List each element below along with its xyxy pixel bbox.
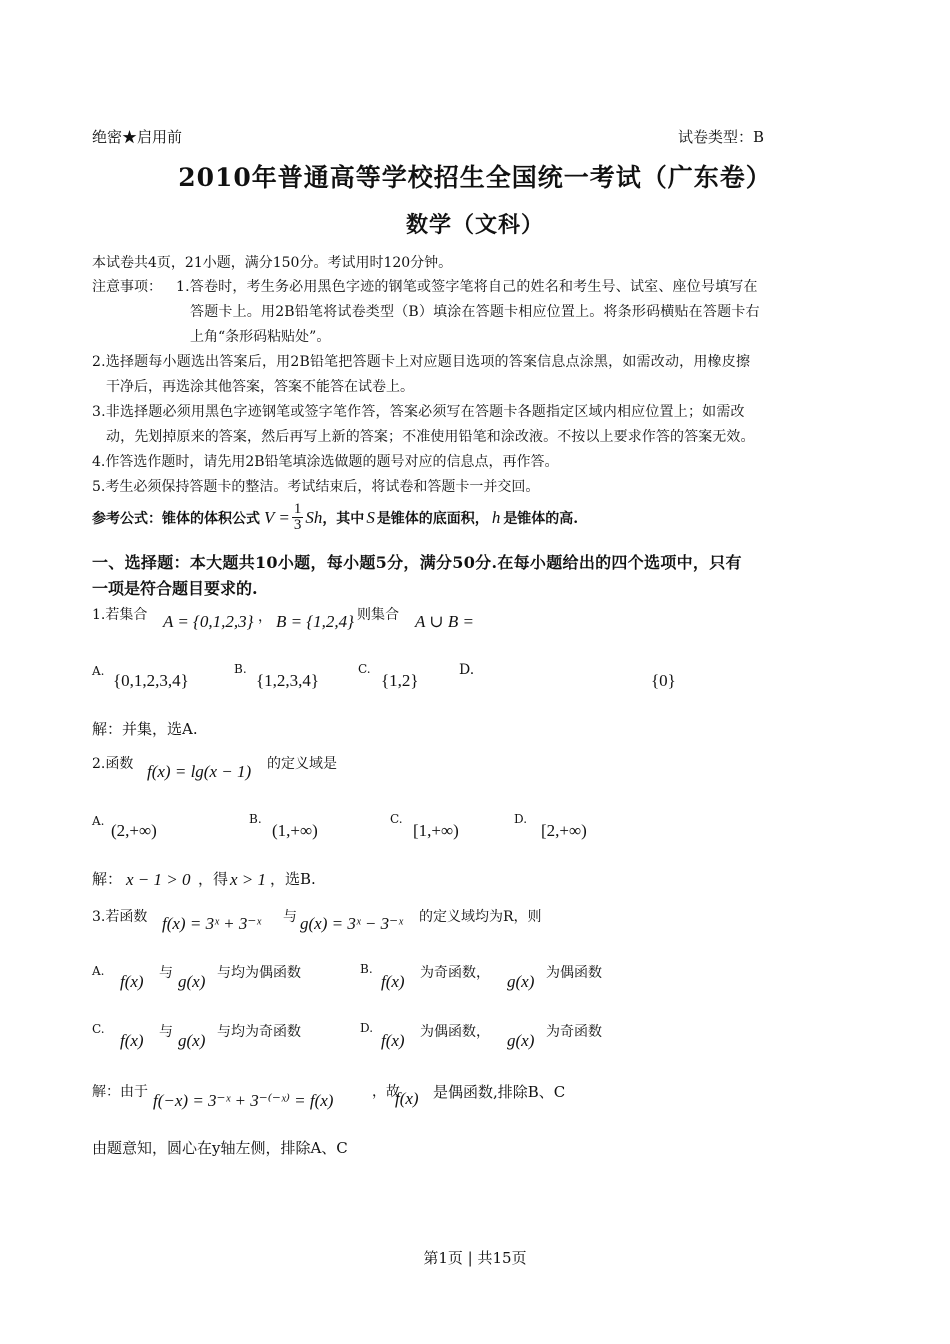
q3-solution-equation: f(−x) = 3⁻ˣ + 3⁻⁽⁻ˣ⁾ = f(x) — [153, 1091, 334, 1110]
q3-option-a-tail: 与均为偶函数 — [217, 965, 301, 981]
q1-option-c-label: C. — [358, 662, 371, 676]
notes-label: 注意事项： — [92, 279, 162, 295]
q3-g-definition: g(x) = 3ˣ − 3⁻ˣ — [300, 914, 403, 933]
page-footer: 第1页 | 共15页 — [423, 1249, 527, 1267]
q2-stem-prefix: 2.函数 — [92, 756, 134, 772]
q3-option-c-fx: f(x) — [120, 1031, 144, 1050]
q3-option-a-label: A. — [92, 964, 105, 978]
q1-set-b: B = {1,2,4} — [276, 612, 354, 631]
paper-type: 试卷类型：B — [678, 128, 765, 146]
exam-title: 2010年普通高等学校招生全国统一考试（广东卷） — [178, 163, 772, 192]
q1-stem-prefix: 1.若集合 — [92, 607, 148, 623]
q3-option-c-and: 与 — [159, 1024, 173, 1040]
section1-line2: 一项是符合题目要求的. — [92, 579, 258, 598]
formula-h-desc: 是锥体的高. — [503, 510, 579, 527]
formula-h: h — [491, 507, 501, 527]
note-1-line1: 1.答卷时，考生务必用黑色字迹的钢笔或签字笔将自己的姓名和考生号、试室、座位号填写在 — [176, 279, 758, 295]
q2-option-d: [2,+∞) — [541, 821, 587, 840]
formula-fraction — [292, 502, 304, 533]
q3-solution-mid: ，故 — [372, 1084, 400, 1100]
q3-option-b-tail: 为偶函数 — [546, 965, 602, 981]
q2-stem-suffix: 的定义域是 — [267, 756, 337, 772]
q1-comma: ， — [258, 609, 272, 625]
formula-s-desc: 是锥体的底面积， — [376, 510, 489, 527]
q2-option-a-label: A. — [92, 814, 105, 828]
q2-solution-ineq1: x − 1 > 0 — [126, 870, 191, 889]
q3-option-c-tail: 与均为奇函数 — [217, 1024, 301, 1040]
q1-option-b-label: B. — [234, 662, 247, 676]
q3-option-a-and: 与 — [159, 965, 173, 981]
q2-solution-suffix: ，选B. — [270, 870, 316, 888]
q3-solution-prefix: 解：由于 — [92, 1084, 148, 1100]
intro-text: 本试卷共4页，21小题，满分150分。考试用时120分钟。 — [92, 255, 453, 271]
q3-option-d-label: D. — [360, 1021, 374, 1035]
q3-solution-fx: f(x) — [395, 1089, 419, 1108]
q3-option-d-gx: g(x) — [507, 1031, 535, 1050]
q3-solution-suffix: 是偶函数,排除B、C — [433, 1083, 566, 1101]
q1-option-b: {1,2,3,4} — [256, 671, 320, 690]
q1-solution: 解：并集，选A. — [92, 720, 198, 738]
q3-stem-and: 与 — [283, 909, 297, 925]
q2-solution-mid: ，得 — [198, 870, 229, 888]
q1-option-c: {1,2} — [381, 671, 419, 690]
note-4: 4.作答选作题时，请先用2B铅笔填涂选做题的题号对应的信息点，再作答。 — [92, 454, 559, 470]
fraction-numerator: 1 — [293, 501, 302, 517]
formula-s: S — [366, 507, 375, 527]
q2-option-d-label: D. — [514, 812, 528, 826]
reference-formula — [92, 502, 578, 533]
exam-subtitle: 数学（文科） — [405, 212, 544, 238]
q2-solution-ineq2: x > 1 — [230, 870, 267, 889]
q3-option-b-fx: f(x) — [381, 972, 405, 991]
q1-option-d: {0} — [651, 671, 676, 690]
q3-stem-suffix: 的定义域均为R，则 — [419, 909, 542, 925]
q3-option-b-gx: g(x) — [507, 972, 535, 991]
note-2-line2: 干净后，再选涂其他答案，答案不能答在试卷上。 — [106, 379, 414, 395]
q2-option-b: (1,+∞) — [272, 821, 318, 840]
q3-f-definition: f(x) = 3ˣ + 3⁻ˣ — [162, 914, 262, 933]
q1-option-a: {0,1,2,3,4} — [113, 671, 189, 690]
q2-solution-prefix: 解： — [92, 870, 123, 888]
q2-option-a: (2,+∞) — [111, 821, 157, 840]
secrecy-label: 绝密★启用前 — [92, 128, 183, 146]
q2-option-c: [1,+∞) — [413, 821, 459, 840]
q3-option-b-mid: 为奇函数， — [420, 965, 490, 981]
q3-option-b-label: B. — [360, 962, 373, 976]
formula-mid: ，其中 — [322, 510, 365, 527]
q3-option-d-tail: 为奇函数 — [546, 1024, 602, 1040]
q1-stem-mid: 则集合 — [357, 607, 399, 623]
q3-option-c-gx: g(x) — [178, 1031, 206, 1050]
q2-option-c-label: C. — [390, 812, 403, 826]
note-3-line2: 动，先划掉原来的答案，然后再写上新的答案；不准使用铅笔和涂改液。不按以上要求作答的答案无效。 — [106, 429, 755, 445]
q1-option-a-label: A. — [92, 664, 105, 678]
formula-label: 参考公式：锥体的体积公式 — [92, 510, 260, 527]
q3-option-d-mid: 为偶函数， — [420, 1024, 490, 1040]
q2-function: f(x) = lg(x − 1) — [147, 762, 252, 781]
note-2-line1: 2.选择题每小题选出答案后，用2B铅笔把答题卡上对应题目选项的答案信息点涂黑，如需改动，用橡皮擦 — [92, 354, 751, 370]
section1-line1: 一、选择题：本大题共10小题，每小题5分，满分50分.在每小题给出的四个选项中，只有 — [92, 553, 742, 572]
formula-sh: Sh — [305, 507, 323, 527]
extra-note: 由题意知，圆心在y轴左侧，排除A、C — [92, 1139, 348, 1157]
fraction-denominator: 3 — [293, 517, 302, 533]
note-5: 5.考生必须保持答题卡的整洁。考试结束后，将试卷和答题卡一并交回。 — [92, 479, 540, 495]
q3-option-a-gx: g(x) — [178, 972, 206, 991]
note-1-line3: 上角“条形码粘贴处”。 — [190, 329, 331, 345]
q2-option-b-label: B. — [249, 812, 262, 826]
note-1-line2: 答题卡上。用2B铅笔将试卷类型（B）填涂在答题卡相应位置上。将条形码横贴在答题卡右 — [190, 304, 760, 320]
q3-option-c-label: C. — [92, 1022, 105, 1036]
note-3-line1: 3.非选择题必须用黑色字迹钢笔或签字笔作答，答案必须写在答题卡各题指定区域内相应位置上；如需改 — [92, 404, 745, 420]
q3-option-d-fx: f(x) — [381, 1031, 405, 1050]
q1-option-d-label: D. — [459, 662, 475, 678]
q3-option-a-fx: f(x) — [120, 972, 144, 991]
formula-v: V = — [264, 507, 290, 527]
q1-union: A ∪ B = — [415, 612, 474, 631]
q1-set-a: A = {0,1,2,3} — [163, 612, 254, 631]
q3-stem-prefix: 3.若函数 — [92, 909, 148, 925]
